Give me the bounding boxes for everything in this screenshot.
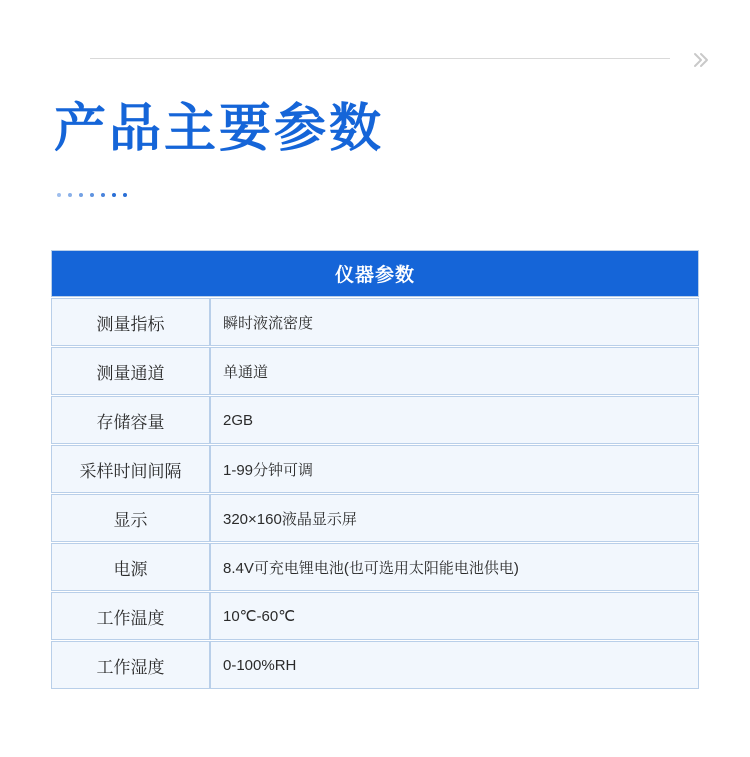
- row-label: 采样时间间隔: [51, 445, 210, 493]
- row-label: 电源: [51, 543, 210, 591]
- dot: [68, 193, 72, 197]
- row-value: 10℃-60℃: [210, 592, 699, 640]
- table-header-row: [51, 250, 699, 297]
- header-divider-row: [0, 48, 750, 78]
- row-value: 1-99分钟可调: [210, 445, 699, 493]
- chevron-right-icon: [688, 48, 712, 72]
- dot: [79, 193, 83, 197]
- row-label: 显示: [51, 494, 210, 542]
- dot: [101, 193, 105, 197]
- row-label: 工作温度: [51, 592, 210, 640]
- dot: [123, 193, 127, 197]
- row-value: 0-100%RH: [210, 641, 699, 689]
- specifications-table: [51, 250, 699, 689]
- row-label: 存储容量: [51, 396, 210, 444]
- dot-decoration: [57, 193, 127, 197]
- table-row: [51, 298, 699, 346]
- table-row: [51, 445, 699, 493]
- row-label: 测量指标: [51, 298, 210, 346]
- table-caption: 仪器参数: [51, 250, 699, 297]
- row-value: 2GB: [210, 396, 699, 444]
- row-label: 测量通道: [51, 347, 210, 395]
- table-row: [51, 592, 699, 640]
- row-value: 320×160液晶显示屏: [210, 494, 699, 542]
- row-label: 工作湿度: [51, 641, 210, 689]
- row-value: 单通道: [210, 347, 699, 395]
- dot: [90, 193, 94, 197]
- table-row: [51, 494, 699, 542]
- horizontal-divider: [90, 58, 670, 59]
- table-row: [51, 347, 699, 395]
- table-row: [51, 396, 699, 444]
- row-value: 瞬时液流密度: [210, 298, 699, 346]
- page-title: 产品主要参数: [54, 100, 385, 158]
- dot: [57, 193, 61, 197]
- table-row: [51, 543, 699, 591]
- table-row: [51, 641, 699, 689]
- row-value: 8.4V可充电锂电池(也可选用太阳能电池供电): [210, 543, 699, 591]
- dot: [112, 193, 116, 197]
